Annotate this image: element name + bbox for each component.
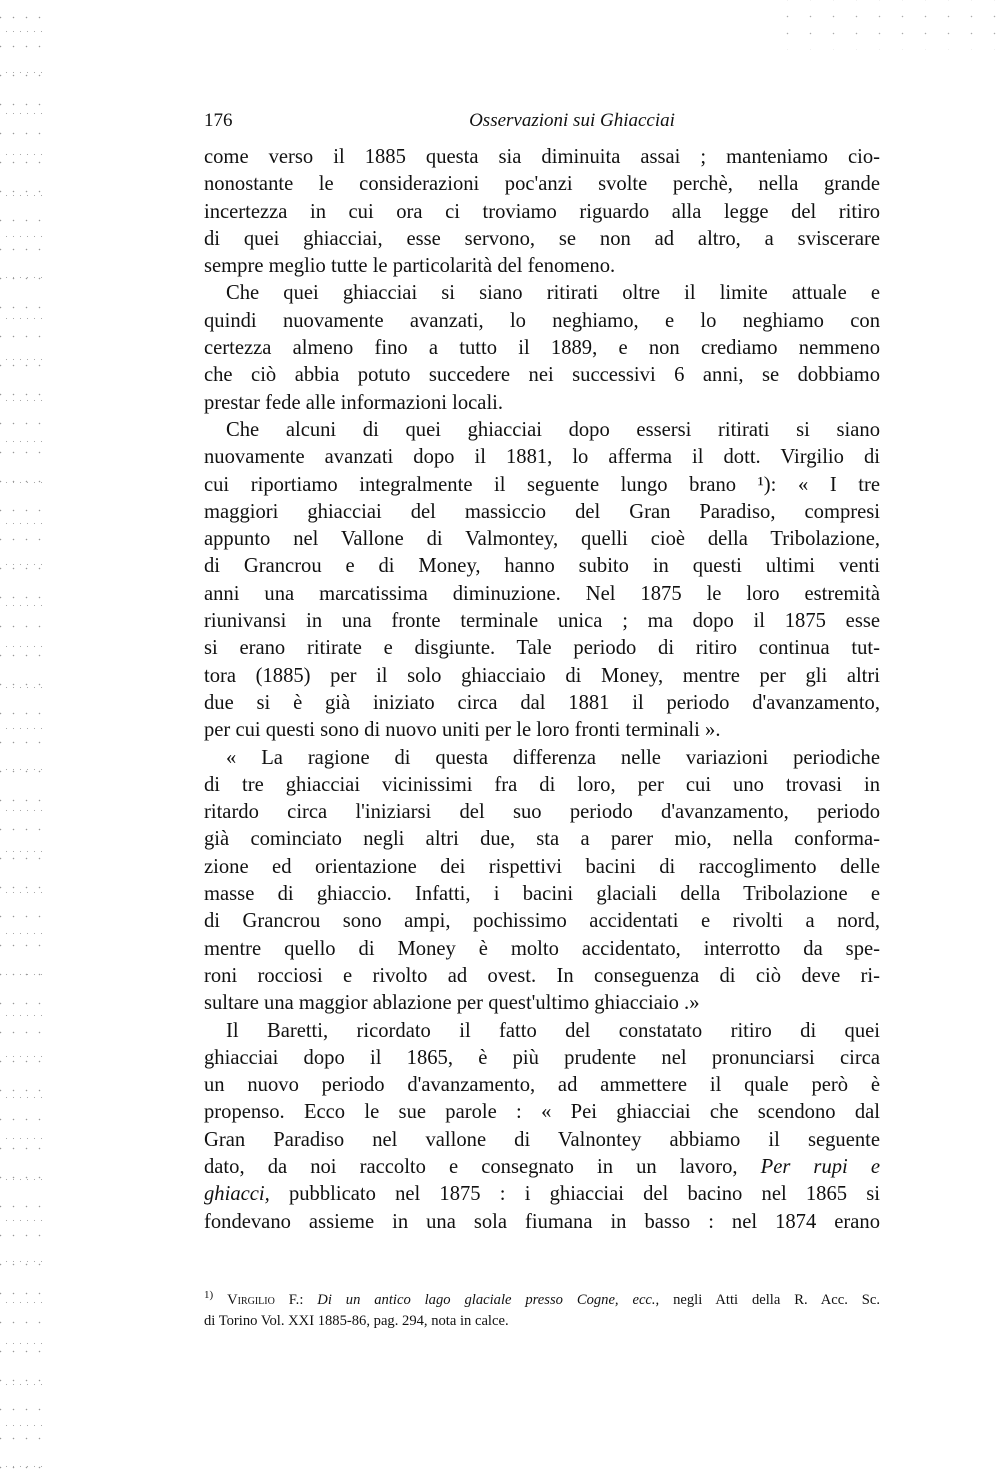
text-line: come verso il 1885 questa sia diminuita assai ; manteniamo cio- [204,146,880,168]
footnote-author: Virgilio F.: [227,1292,304,1308]
text-line: cui riportiamo integralmente il seguente lungo brano ¹): « I tre [204,473,880,496]
page-number: 176 [204,110,233,131]
text-line: quindi nuovamente avanzati, lo neghiamo, e lo neghiamo con [204,309,880,332]
text-line: di Grancrou sono ampi, pochissimo accidentati e rivolti a nord, [204,910,880,933]
text-line: propenso. Ecco le sue parole : « Pei ghiacciai che scendono dal [204,1101,880,1124]
text-line: maggiori ghiacciai del massiccio del Gran Paradiso, compresi [204,500,880,523]
text-line: Il Baretti, ricordato il fatto del constatato ritiro di quei [226,1019,880,1042]
text-line: certezza almeno fino a tutto il 1889, e non crediamo nemmeno [204,337,880,360]
running-title: Osservazioni sui Ghiacciai [469,110,675,131]
text-line: ritardo circa l'iniziarsi del suo periodo d'avanzamento, periodo [204,801,880,824]
text-line: sultare una maggior ablazione per quest'ultimo ghiacciaio .» [204,992,700,1015]
text-line: che ciò abbia potuto succedere nei successivi 6 anni, se dobbiamo [204,364,880,387]
text-line: ghiacciai dopo il 1865, è più prudente nel pronunciarsi circa [204,1046,880,1069]
text-line: Che alcuni di quei ghiacciai dopo essersi ritirati si siano [226,418,880,441]
text-line: di tre ghiacciai vicinissimi fra di loro, per cui uno trovasi in [204,773,880,796]
text-line: un nuovo periodo d'avanzamento, ad ammettere il quale però è [204,1074,880,1097]
text-line: appunto nel Vallone di Valmontey, quelli cioè della Tribolazione, [204,528,880,551]
text-line: riunivansi in una fronte terminale unica ; ma dopo il 1875 esse [204,610,880,633]
text-line-plain: pubblicato nel 1875 : i ghiacciai del bacino nel 1865 si [269,1183,880,1206]
text-line: « La ragione di questa differenza nelle variazioni periodiche [226,746,880,769]
footnote-line [204,1290,880,1311]
text-line: nonostante le considerazioni poc'anzi svolte perchè, nella grande [204,173,880,196]
footnote [204,1290,880,1332]
footnote-line: di Torino Vol. XXI 1885-86, pag. 294, nota in calce. [204,1313,509,1329]
text-line: di Grancrou e di Money, hanno subito in questi ultimi venti [204,555,880,578]
text-line: di quei ghiacciai, esse servono, se non ad altro, a sviscerare [204,227,880,250]
book-title-italic: Per rupi e [760,1155,880,1178]
text-line-plain: dato, da noi raccolto e consegnato in un lavoro, [204,1155,761,1178]
text-line: anni una marcatissima diminuzione. Nel 1875 le loro estremità [204,582,880,605]
text-line: si erano ritirate e disgiunte. Tale periodo di ritiro continua tut- [204,637,880,660]
text-line: tora (1885) per il solo ghiacciaio di Money, mentre per gli altri [204,664,880,687]
footnote-source: negli Atti della R. Acc. Sc. [659,1292,880,1308]
text-line: mentre quello di Money è molto accidentato, interrotto da spe- [204,937,880,960]
text-line: Gran Paradiso nel vallone di Valnontey abbiamo il seguente [204,1128,880,1151]
text-line: roni rocciosi e rivolto ad ovest. In conseguenza di ciò deve ri- [204,964,880,987]
text-line: fondevano assieme in una sola fiumana in basso : nel 1874 erano [204,1210,880,1233]
text-line: due si è già iniziato circa dal 1881 il periodo d'avanzamento, [204,691,880,714]
footnote-title: Di un antico lago glaciale presso Cogne, ecc., [317,1292,660,1308]
text-line [204,1181,880,1208]
text-line: sempre meglio tutte le particolarità del fenomeno. [204,255,616,278]
book-page [204,110,880,1236]
scan-corner-noise [770,0,1000,50]
scan-margin-noise [0,0,46,1472]
text-line: Che quei ghiacciai si siano ritirati oltre il limite attuale e [226,282,880,305]
text-line: incertezza in cui ora ci troviamo riguardo alla legge del ritiro [204,200,880,223]
text-line: nuovamente avanzati dopo il 1881, lo afferma il dott. Virgilio di [204,446,880,469]
text-line: zione ed orientazione dei rispettivi bacini di raccoglimento delle [204,855,880,878]
text-line: masse di ghiaccio. Infatti, i bacini glaciali della Tribolazione e [204,883,880,906]
book-title-italic: ghiacci, [204,1183,270,1206]
text-line: già cominciato negli altri due, sta a parer mio, nella conforma- [204,828,880,851]
text-line: per cui questi sono di nuovo uniti per le loro fronti terminali ». [204,719,721,742]
body-text [204,144,880,1236]
text-line: prestar fede alle informazioni locali. [204,391,504,414]
running-head [204,110,880,140]
text-line [204,1154,880,1181]
footnote-marker: 1) [204,1289,214,1302]
